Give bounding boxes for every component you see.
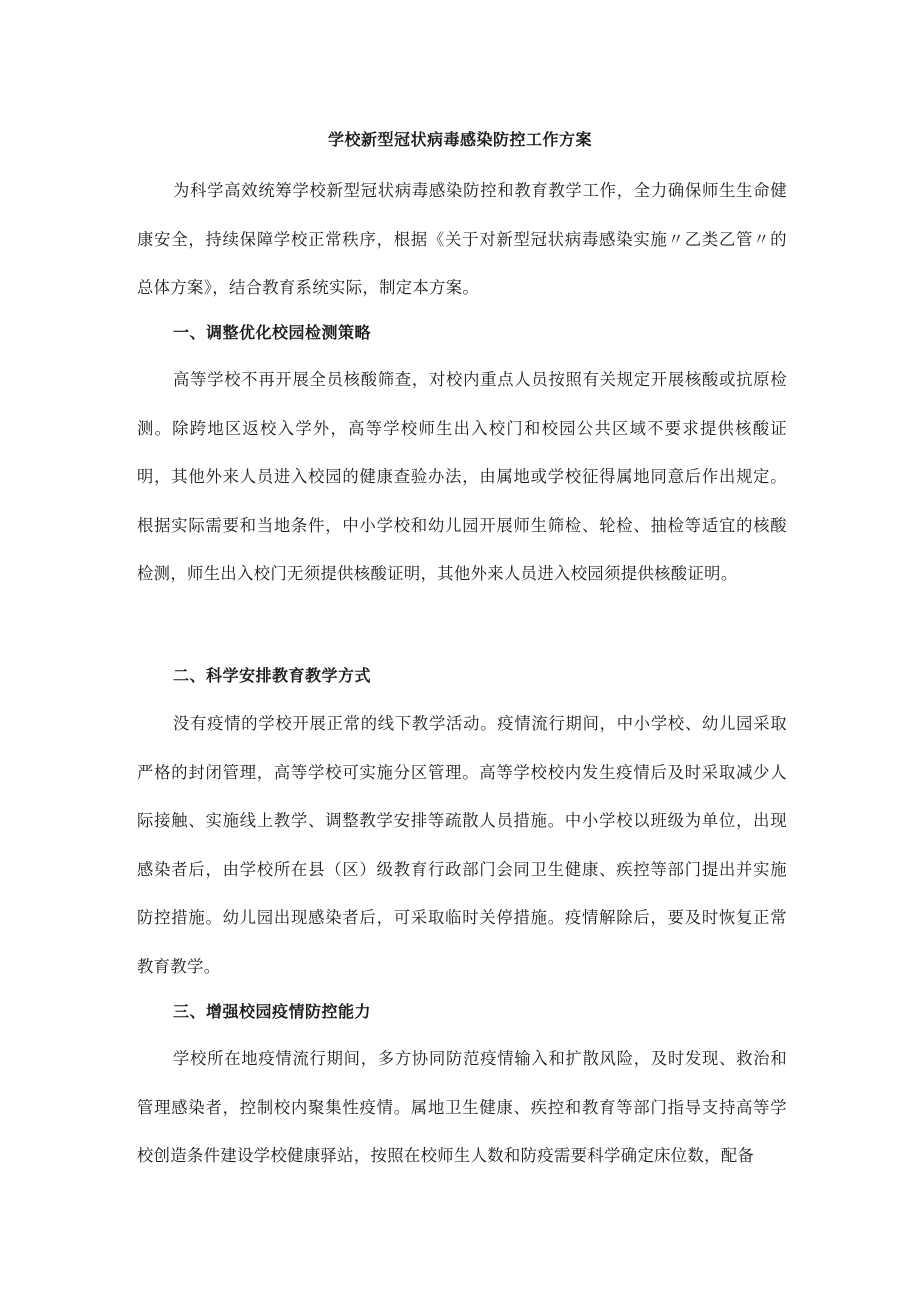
section-heading-2: 二、科学安排教育教学方式 xyxy=(173,666,372,685)
intro-paragraph: 为科学高效统筹学校新型冠状病毒感染防控和教育教学工作，全力确保师生生命健康安全，持续保障学校正常秩序，根据《关于对新型冠状病毒感染实施〃乙类乙管〃的总体方案》，结合教育系统实际，制定本方案。 xyxy=(137,181,787,297)
section-body-2: 没有疫情的学校开展正常的线下教学活动。疫情流行期间，中小学校、幼儿园采取严格的封闭管理，高等学校可实施分区管理。高等学校校内发生疫情后及时采取减少人际接触、实施线上教学、调整教学安排等疏散人员措施。中小学校以班级为单位，出现感染者后，由学校所在县（区）级教育行政部门会同卫生健康、疾控等部门提出并实施防控措施。幼儿园出现感染者后，可采取临时关停措施。疫情解除后，要及时恢复正常教育教学。 xyxy=(137,714,787,976)
section-body-1: 高等学校不再开展全员核酸筛查，对校内重点人员按照有关规定开展核酸或抗原检测。除跨地区返校入学外，高等学校师生出入校门和校园公共区域不要求提供核酸证明，其他外来人员进入校园的健康查验办法，由属地或学校征得属地同意后作出规定。根据实际需要和当地条件，中小学校和幼儿园开展师生筛检、轮检、抽检等适宜的核酸检测，师生出入校门无须提供核酸证明，其他外来人员进入校园须提供核酸证明。 xyxy=(137,370,787,583)
document-title: 学校新型冠状病毒感染防控工作方案 xyxy=(327,130,592,149)
section-body-3: 学校所在地疫情流行期间，多方协同防范疫情输入和扩散风险，及时发现、救治和管理感染者，控制校内聚集性疫情。属地卫生健康、疾控和教育等部门指导支持高等学校创造条件建设学校健康驿站，按照在校师生人数和防疫需要科学确定床位数，配备 xyxy=(137,1049,787,1165)
section-heading-3: 三、增强校园疫情防控能力 xyxy=(173,1002,372,1021)
section-heading-1: 一、调整优化校园检测策略 xyxy=(173,323,372,342)
